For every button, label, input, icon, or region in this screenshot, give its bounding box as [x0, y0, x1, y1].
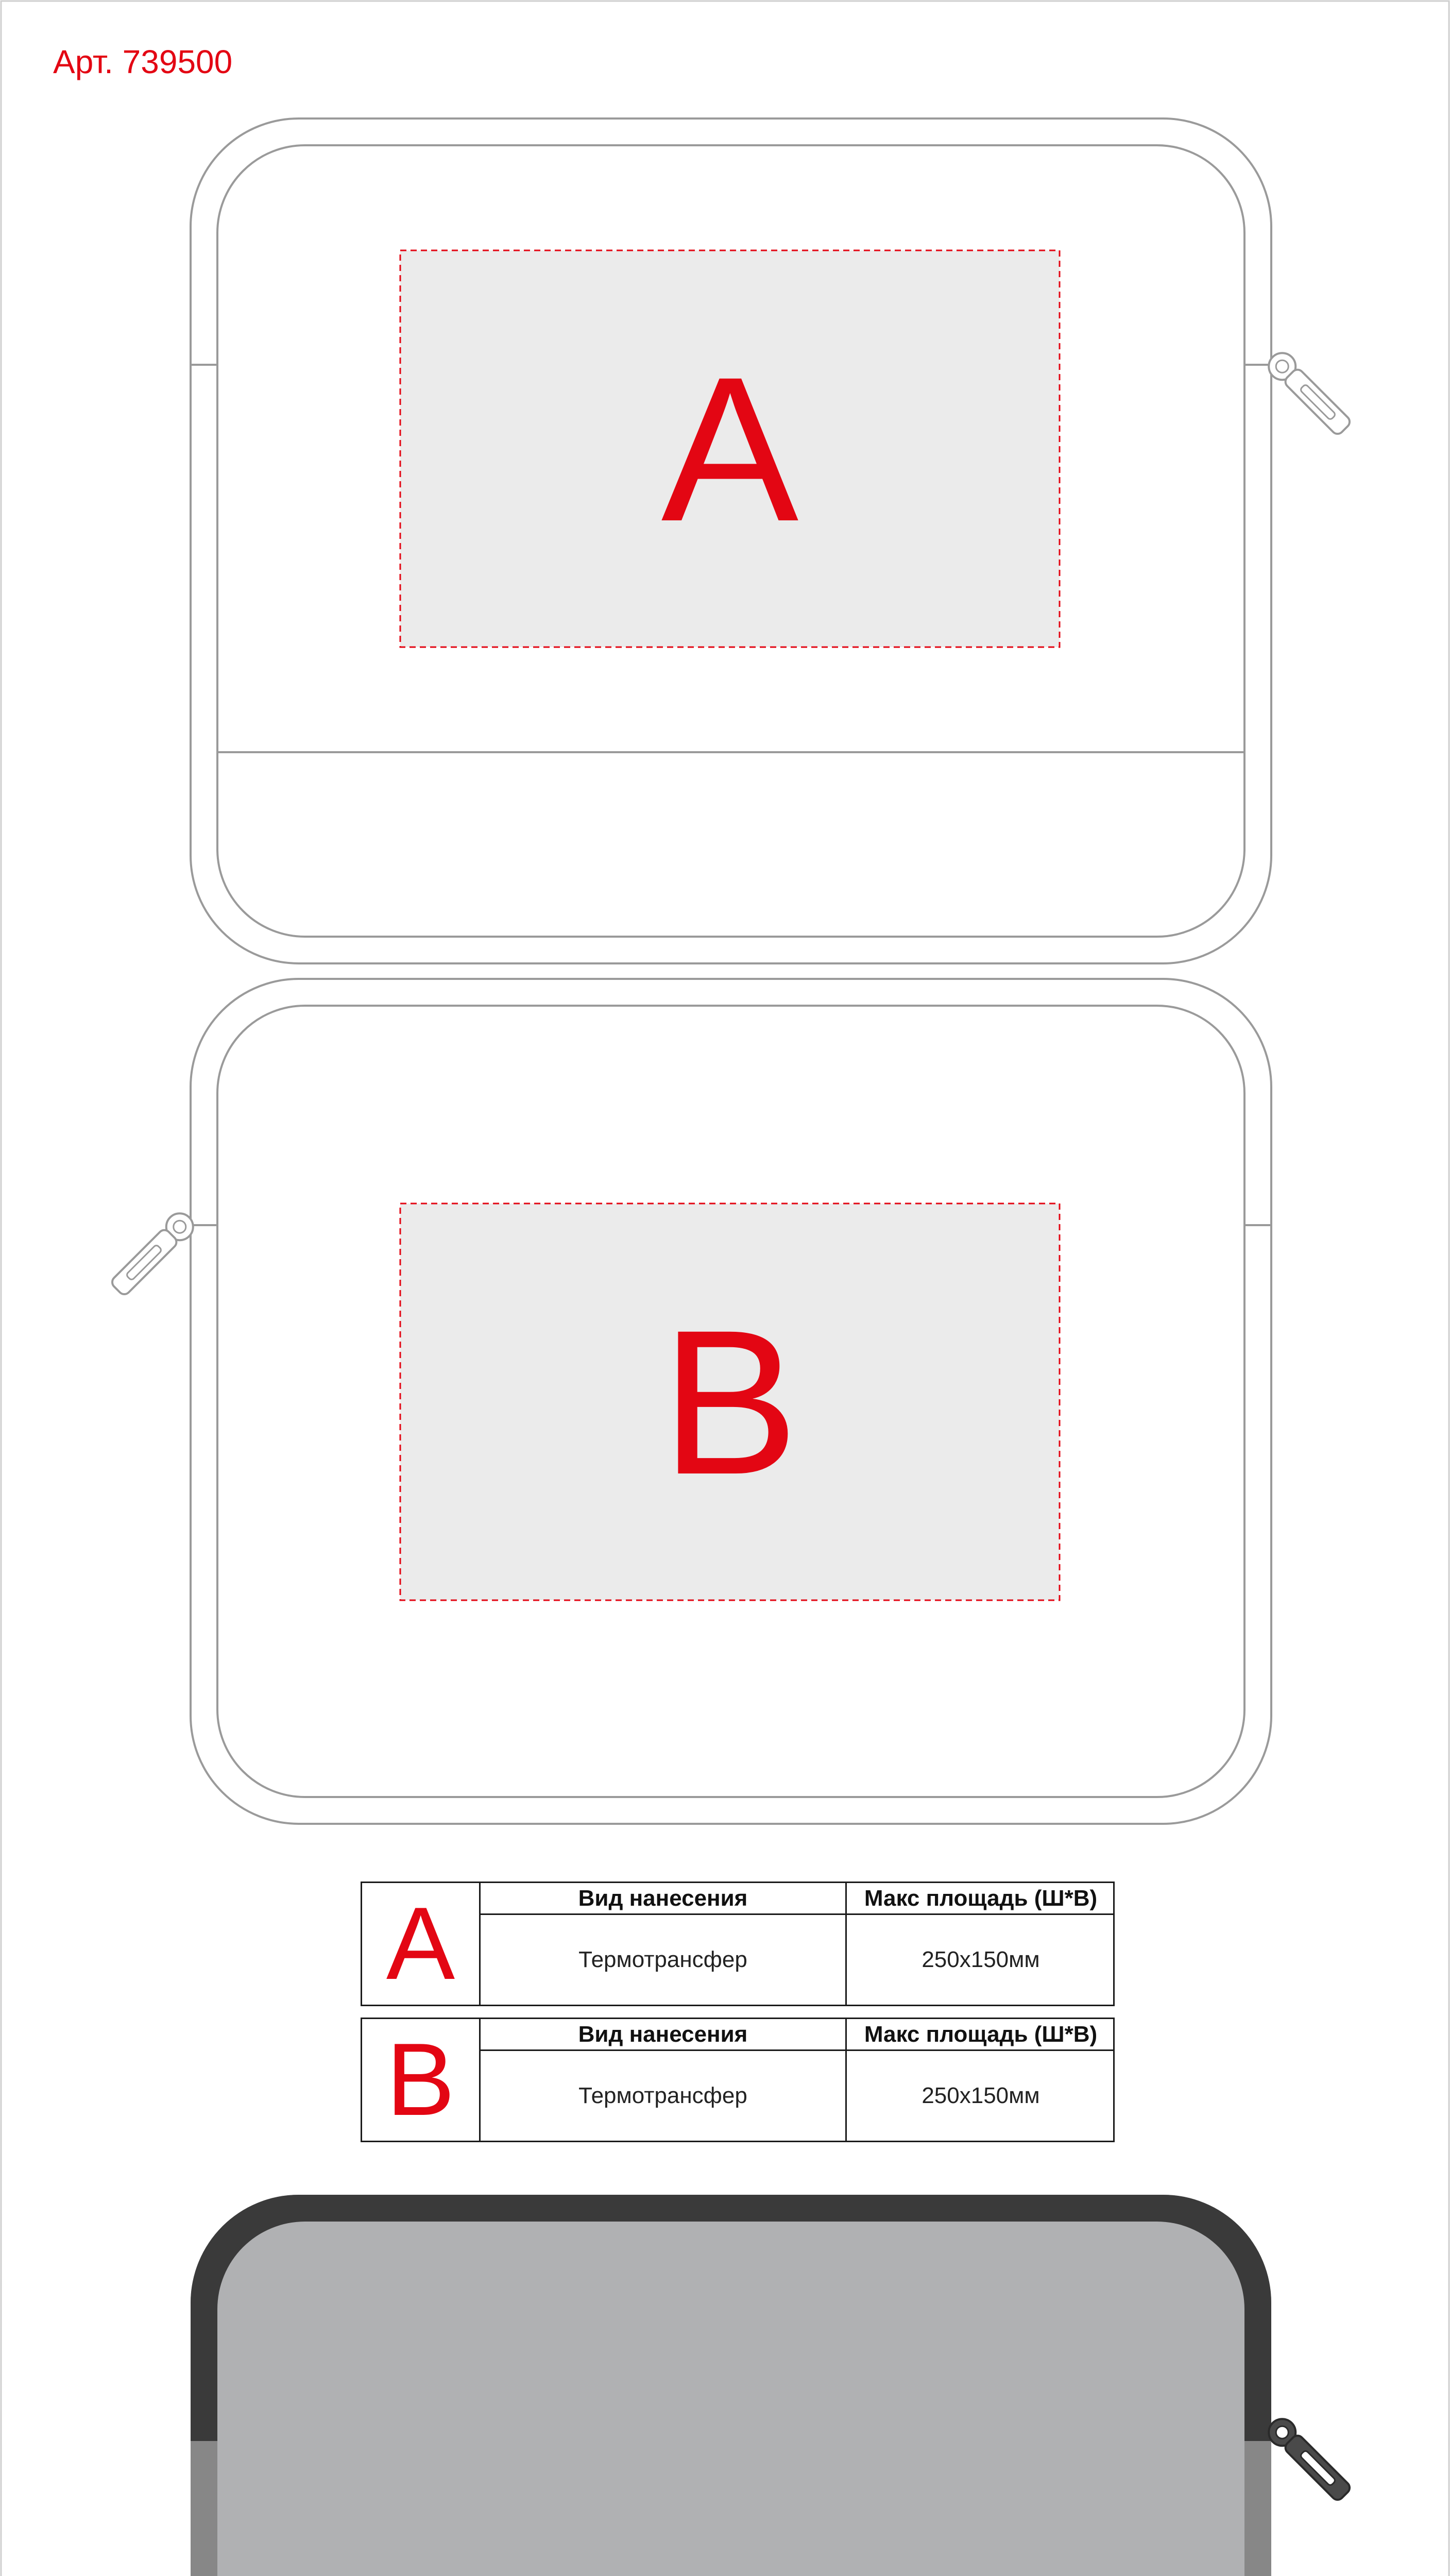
method-value: Термотрансфер	[481, 1915, 847, 2005]
spec-table-letter: B	[362, 2019, 481, 2141]
header-method: Вид нанесения	[481, 1883, 847, 1915]
max-area-value: 250x150мм	[922, 2083, 1040, 2108]
method-value: Термотрансфер	[481, 2051, 847, 2141]
spec-table-b	[361, 2018, 1115, 2142]
spec-table-letter: A	[362, 1883, 481, 2005]
header-method: Вид нанесения	[481, 2019, 847, 2051]
header-max-area: Макс площадь (Ш*В)	[847, 1883, 1115, 1915]
zipper-pull-icon	[1263, 347, 1354, 438]
zipper-pull-icon	[108, 1208, 199, 1299]
max-area-value: 250x150мм	[922, 1947, 1040, 1972]
header-max-area: Макс площадь (Ш*В)	[847, 2019, 1115, 2051]
zipper-pull-icon	[1263, 2413, 1354, 2504]
article-number: Арт. 739500	[53, 43, 233, 80]
bag-colored-front	[191, 2195, 1354, 2576]
spec-table-a	[361, 1882, 1115, 2006]
print-zone-b-letter: B	[661, 1287, 799, 1517]
print-zone-a-letter: A	[661, 334, 799, 564]
